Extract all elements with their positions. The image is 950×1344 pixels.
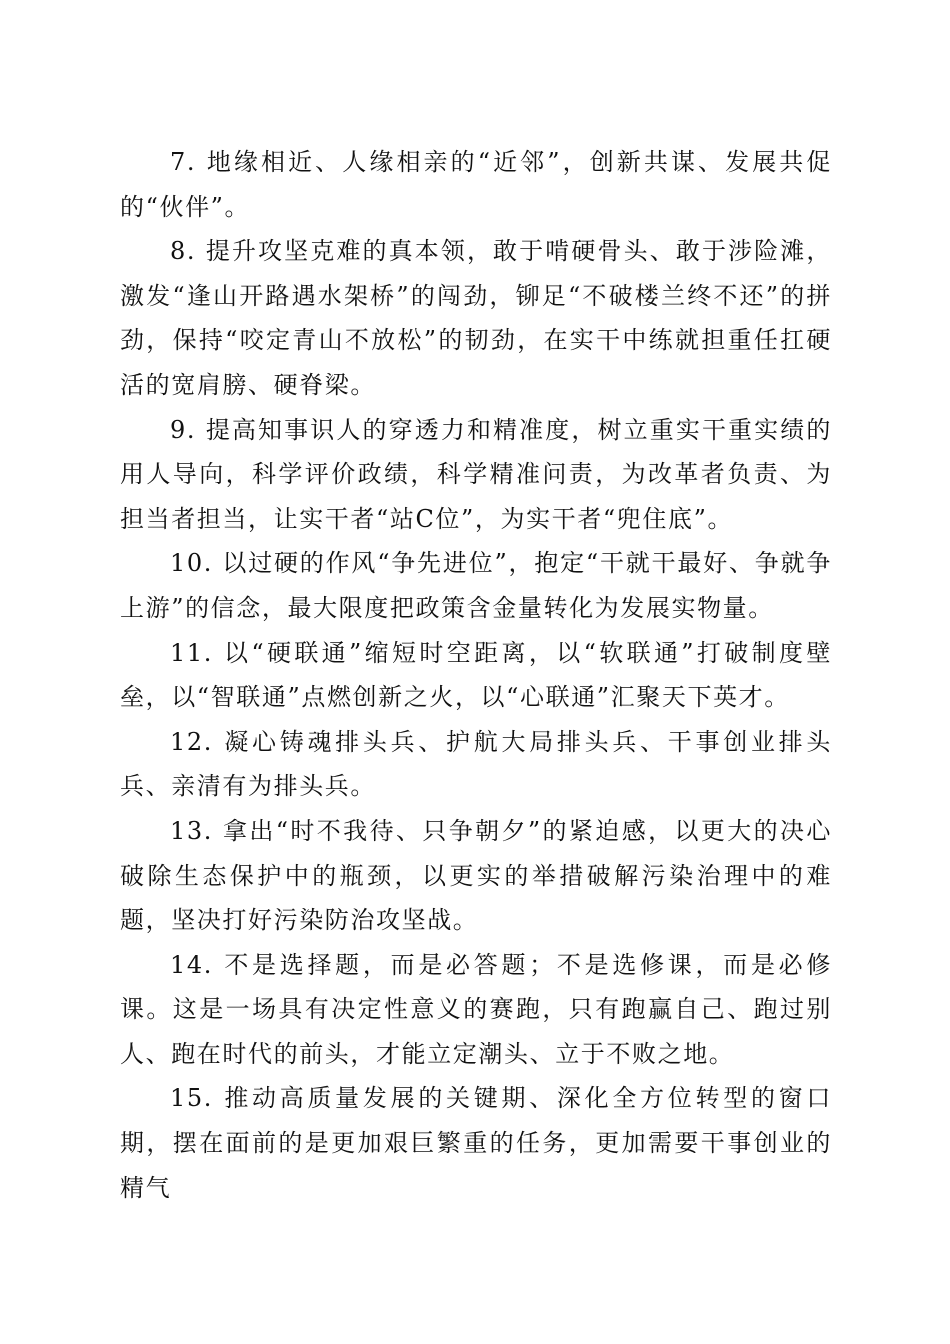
paragraph-7: 7. 地缘相近、人缘相亲的“近邻”，创新共谋、发展共促的“伙伴”。 (120, 148, 832, 221)
paragraph-11: 11. 以“硬联通”缩短时空距离，以“软联通”打破制度壁垒，以“智联通”点燃创新之火，以“心联通”汇聚天下英才。 (120, 638, 832, 712)
paragraph-10: 10. 以过硬的作风“争先进位”，抱定“干就干最好、争就争上游”的信念，最大限度把政策含金量转化为发展实物量。 (120, 549, 832, 622)
paragraph-8: 8. 提升攻坚克难的真本领，敢于啃硬骨头、敢于涉险滩，激发“逢山开路遇水架桥”的闯劲，铆足“不破楼兰终不还”的拼劲，保持“咬定青山不放松”的韧劲，在实干中练就担重任扛硬活的宽肩膀、硬脊梁。 (120, 237, 832, 399)
paragraph-14: 14. 不是选择题，而是必答题；不是选修课，而是必修课。这是一场具有决定性意义的赛跑，只有跑赢自己、跑过别人、跑在时代的前头，才能立定潮头、立于不败之地。 (120, 950, 832, 1068)
paragraph-12: 12. 凝心铸魂排头兵、护航大局排头兵、干事创业排头兵、亲清有为排头兵。 (120, 727, 832, 801)
paragraph-9: 9. 提高知事识人的穿透力和精准度，树立重实干重实绩的用人导向，科学评价政绩，科学精准问责，为改革者负责、为担当者担当，让实干者“站C位”，为实干者“兜住底”。 (120, 415, 832, 533)
document-page (120, 140, 832, 1210)
paragraph-13: 13. 拿出“时不我待、只争朝夕”的紧迫感，以更大的决心破除生态保护中的瓶颈，以更实的举措破解污染治理中的难题，坚决打好污染防治攻坚战。 (120, 816, 832, 935)
paragraph-15: 15. 推动高质量发展的关键期、深化全方位转型的窗口期，摆在面前的是更加艰巨繁重的任务，更加需要干事创业的精气 (120, 1084, 832, 1202)
